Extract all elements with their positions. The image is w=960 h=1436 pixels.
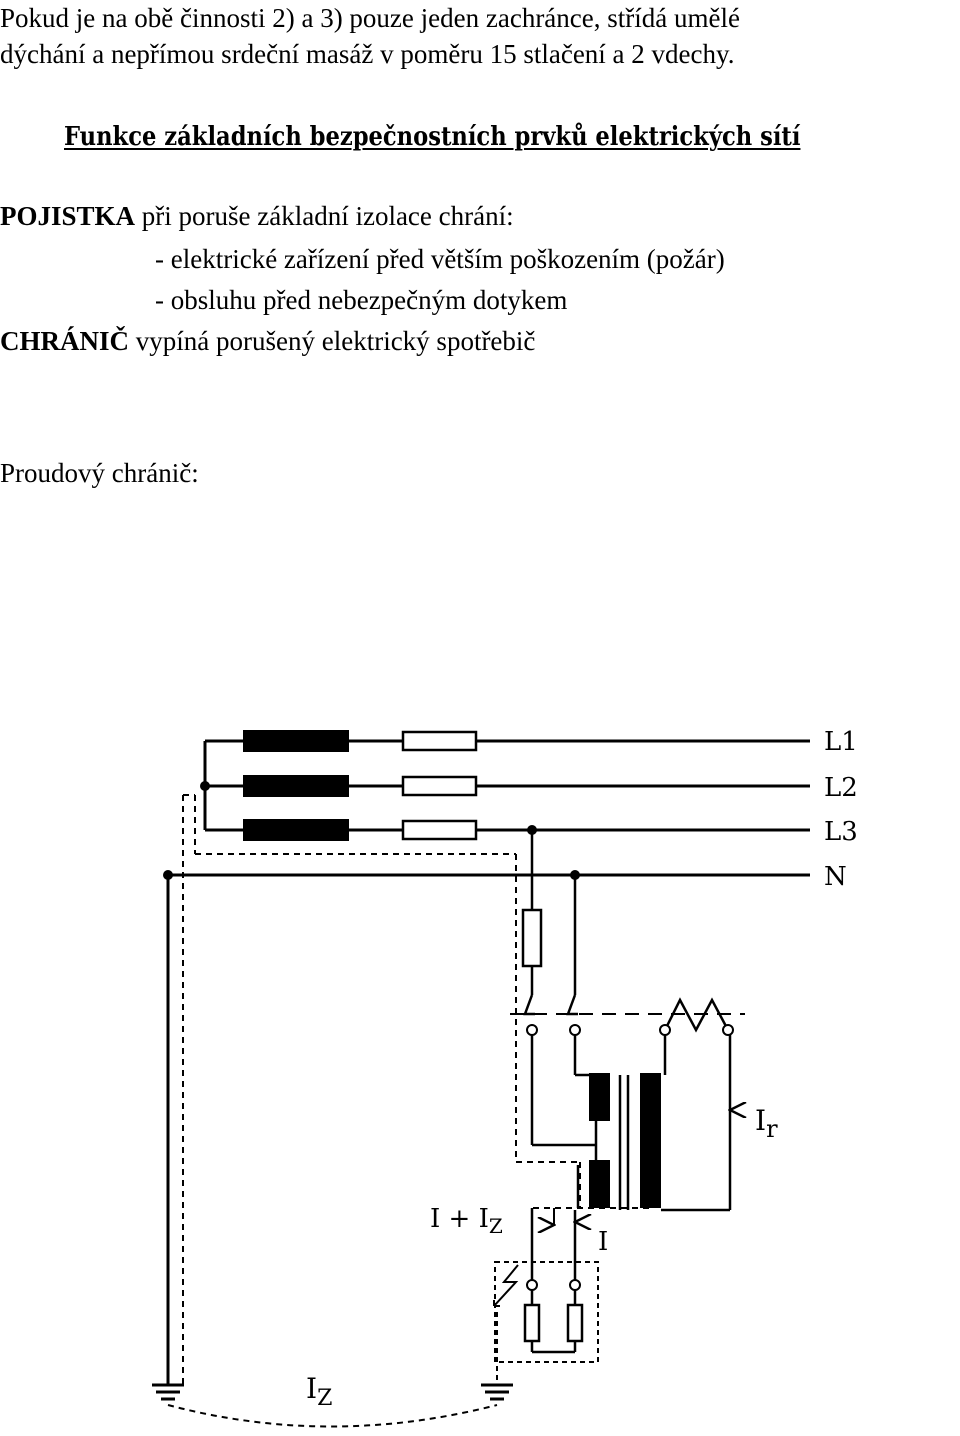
- intro-line-1: Pokud je na obě činnosti 2) a 3) pouze jeden zachránce, střídá umělé: [0, 3, 740, 33]
- label-l3: L3: [824, 817, 858, 847]
- section-heading: Funkce základních bezpečnostních prvků elektrických sítí: [64, 122, 801, 152]
- sensing-transformer: [532, 1035, 730, 1210]
- transformer-windings: [243, 730, 349, 841]
- earth-return-path: [168, 1405, 497, 1427]
- label-iz: $I_Z$: [306, 1372, 333, 1411]
- intro-line-2: dýchání a nepřímou srdeční masáž v poměru 15 stlačení a 2 vdechy.: [0, 39, 735, 69]
- rcd-circuit-diagram: [0, 690, 960, 1436]
- label-n: N: [824, 862, 847, 892]
- branch-fuse: [523, 910, 541, 966]
- label-l1: L1: [824, 727, 858, 757]
- earth-ground-right: [481, 1385, 513, 1399]
- label-i: I: [598, 1227, 609, 1257]
- chranic-line: [0, 325, 535, 357]
- label-ir: Ir: [755, 1104, 778, 1143]
- section-title: Proudový chránič:: [0, 458, 199, 488]
- fault-lightning-icon: [494, 1265, 518, 1306]
- chranic-term: CHRÁNIČ: [0, 326, 130, 356]
- pojistka-text: při poruše základní izolace chrání:: [135, 201, 514, 231]
- pojistka-item-1: - elektrické zařízení před větším poškozením (požár): [155, 244, 725, 274]
- label-i-plus-iz: $I + I_Z$: [430, 1204, 503, 1238]
- pojistka-item-2: - obsluhu před nebezpečným dotykem: [155, 285, 568, 315]
- protective-conductor: [183, 795, 650, 1385]
- pojistka-line: [0, 200, 514, 232]
- line-fuses: [403, 732, 476, 839]
- earth-ground-left: [152, 1385, 184, 1399]
- pojistka-term: POJISTKA: [0, 201, 136, 231]
- label-l2: L2: [824, 773, 858, 803]
- chranic-text: vypíná porušený elektrický spotřebič: [129, 326, 536, 356]
